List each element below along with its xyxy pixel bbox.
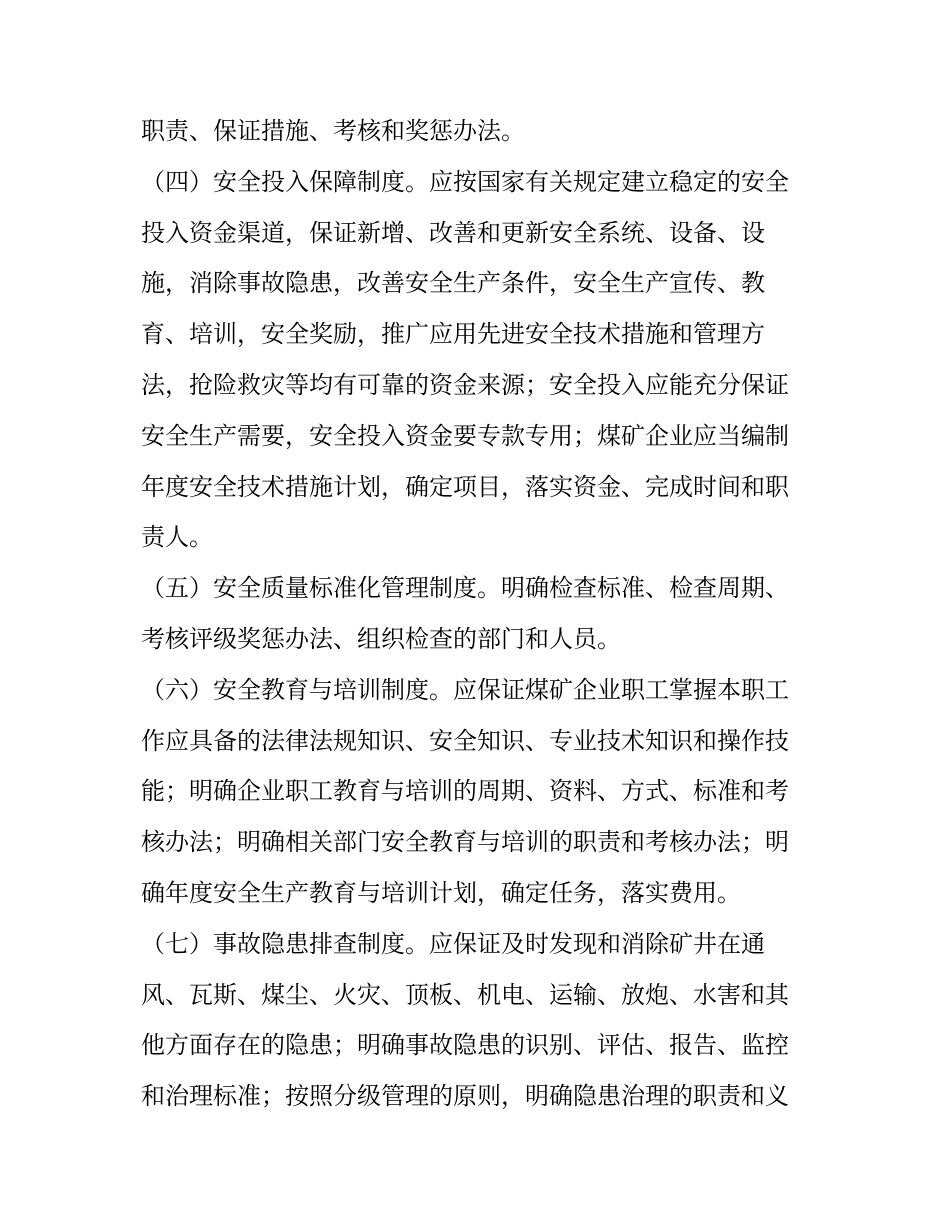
text-line: 职责、保证措施、考核和奖惩办法。	[141, 117, 525, 145]
section-heading-line: （四）安全投入保障制度。应按国家有关规定建立稳定的安全	[141, 167, 789, 196]
document-body	[141, 106, 821, 1122]
text-line: 年度安全技术措施计划，确定项目，落实资金、完成时间和职	[141, 472, 789, 501]
text-line: 安全生产需要，安全投入资金要专款专用；煤矿企业应当编制	[141, 421, 789, 450]
text-line: 法，抢险救灾等均有可靠的资金来源；安全投入应能充分保证	[141, 370, 789, 399]
text-line: 考核评级奖惩办法、组织检查的部门和人员。	[141, 624, 621, 653]
text-line: 确年度安全生产教育与培训计划，确定任务，落实费用。	[141, 878, 741, 907]
section-heading-line: （六）安全教育与培训制度。应保证煤矿企业职工掌握本职工	[141, 675, 789, 704]
text-line: 育、培训，安全奖励，推广应用先进安全技术措施和管理方	[141, 320, 765, 349]
text-line: 作应具备的法律法规知识、安全知识、专业技术知识和操作技	[141, 726, 789, 755]
text-line: 核办法；明确相关部门安全教育与培训的职责和考核办法；明	[141, 828, 789, 857]
text-line: 他方面存在的隐患；明确事故隐患的识别、评估、报告、监控	[141, 1031, 789, 1060]
text-line: 能；明确企业职工教育与培训的周期、资料、方式、标准和考	[141, 777, 789, 806]
text-line: 风、瓦斯、煤尘、火灾、顶板、机电、运输、放炮、水害和其	[141, 980, 789, 1009]
text-line: 施，消除事故隐患，改善安全生产条件，安全生产宣传、教	[141, 269, 765, 298]
section-heading-line: （五）安全质量标准化管理制度。明确检查标准、检查周期、	[141, 574, 789, 603]
text-line: 投入资金渠道，保证新增、改善和更新安全系统、设备、设	[141, 218, 765, 247]
text-line: 责人。	[141, 523, 213, 552]
section-heading-line: （七）事故隐患排查制度。应保证及时发现和消除矿井在通	[141, 929, 765, 958]
text-line: 和治理标准；按照分级管理的原则，明确隐患治理的职责和义	[141, 1082, 789, 1111]
